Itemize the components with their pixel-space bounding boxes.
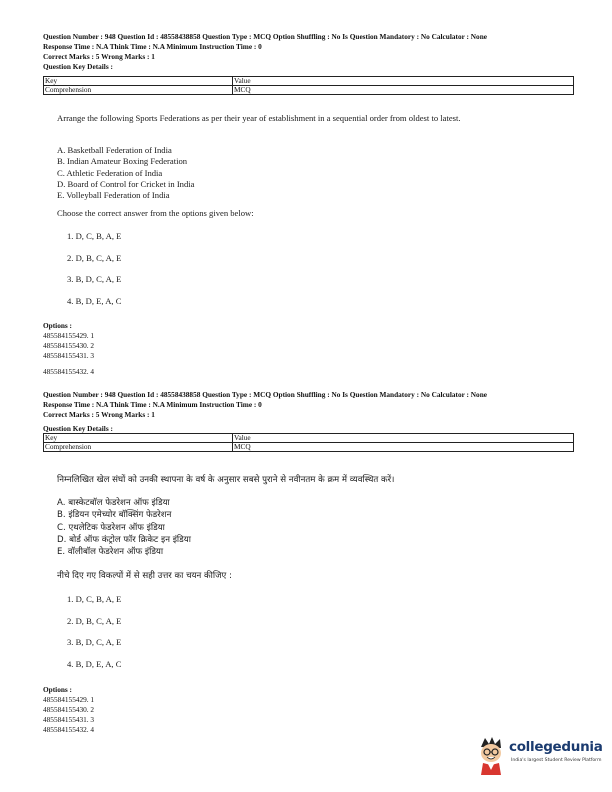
choice-item: 3. B, D, C, A, E [67, 637, 122, 647]
option-id: 485584155429. 1 [43, 695, 95, 704]
collegedunia-logo [475, 735, 603, 781]
list-item: C. Athletic Federation of India [57, 167, 163, 178]
choice-item: 4. B, D, E, A, C [67, 296, 122, 306]
question-meta [43, 32, 583, 72]
list-item: B. Indian Amateur Boxing Federation [57, 156, 188, 167]
option-id: 485584155430. 2 [43, 705, 95, 714]
options-label: Options : [43, 685, 72, 694]
choice-item: 1. D, C, B, A, E [67, 594, 122, 604]
list-item: E. Volleyball Federation of India [57, 190, 170, 201]
key-cell: Comprehension [44, 443, 233, 452]
list-item: E. वॉलीबॉल फेडरेशन ऑफ इंडिया [57, 547, 164, 558]
question-text: Arrange the following Sports Federations as per their year of establishment in a sequential order from oldest to latest. [57, 113, 461, 123]
meta-line: Response Time : N.A Think Time : N.A Minimum Instruction Time : 0 [43, 42, 262, 51]
brand-tagline: India's largest Student Review Platform [511, 758, 602, 763]
choice-item: 2. D, B, C, A, E [67, 253, 122, 263]
key-cell: Comprehension [44, 86, 233, 95]
meta-line: Question Number : 948 Question Id : 48558438858 Question Type : MCQ Option Shuffling : No Is Question Mandatory : No Calculator : None [43, 390, 487, 399]
key-details-table [43, 76, 574, 95]
option-id: 485584155429. 1 [43, 331, 95, 340]
list-item: B. इंडियन एमेच्योर बॉक्सिंग फेडरेशन [57, 510, 172, 521]
option-id: 485584155432. 4 [43, 725, 95, 734]
options-section [43, 685, 94, 735]
options-section [43, 321, 94, 377]
meta-line: Correct Marks : 5 Wrong Marks : 1 [43, 410, 155, 419]
question-meta [43, 390, 583, 434]
list-item: D. बोर्ड ऑफ कंट्रोल फॉर क्रिकेट इन इंडिया [57, 534, 191, 545]
value-cell: MCQ [233, 86, 574, 95]
key-header: Key [44, 434, 233, 443]
meta-line: Question Key Details : [43, 424, 113, 433]
options-label: Options : [43, 321, 72, 330]
choice-item: 3. B, D, C, A, E [67, 274, 122, 284]
choice-item: 2. D, B, C, A, E [67, 616, 122, 626]
choice-item: 4. B, D, E, A, C [67, 659, 122, 669]
item-list [57, 497, 191, 558]
meta-line: Question Key Details : [43, 62, 113, 71]
option-id: 485584155431. 3 [43, 351, 95, 360]
meta-line: Correct Marks : 5 Wrong Marks : 1 [43, 52, 155, 61]
question-text: निम्नलिखित खेल संघों को उनकी स्थापना के वर्ष के अनुसार सबसे पुराने से नवीनतम के क्रम में व्यवस्थित करें। [57, 475, 395, 485]
option-id: 485584155431. 3 [43, 715, 95, 724]
mascot-icon [475, 735, 507, 775]
value-header: Value [233, 434, 574, 443]
brand-name: collegedunia [509, 739, 603, 755]
option-id: 485584155432. 4 [43, 367, 95, 376]
choice-item: 1. D, C, B, A, E [67, 231, 122, 241]
value-header: Value [233, 77, 574, 86]
meta-line: Response Time : N.A Think Time : N.A Minimum Instruction Time : 0 [43, 400, 262, 409]
item-list [57, 145, 194, 201]
value-cell: MCQ [233, 443, 574, 452]
list-item: A. बास्केटबॉल फेडरेशन ऑफ इंडिया [57, 498, 170, 508]
list-item: A. Basketball Federation of India [57, 145, 172, 155]
instruction-text: नीचे दिए गए विकल्पों में से सही उत्तर का चयन कीजिए : [57, 571, 232, 581]
list-item: C. एथलेटिक फेडरेशन ऑफ इंडिया [57, 522, 165, 533]
meta-line: Question Number : 948 Question Id : 48558438858 Question Type : MCQ Option Shuffling : No Is Question Mandatory : No Calculator : None [43, 32, 487, 41]
list-item: D. Board of Control for Cricket in India [57, 178, 195, 189]
key-header: Key [44, 77, 233, 86]
option-id: 485584155430. 2 [43, 341, 95, 350]
key-details-table [43, 433, 574, 452]
instruction-text: Choose the correct answer from the options given below: [57, 208, 254, 218]
